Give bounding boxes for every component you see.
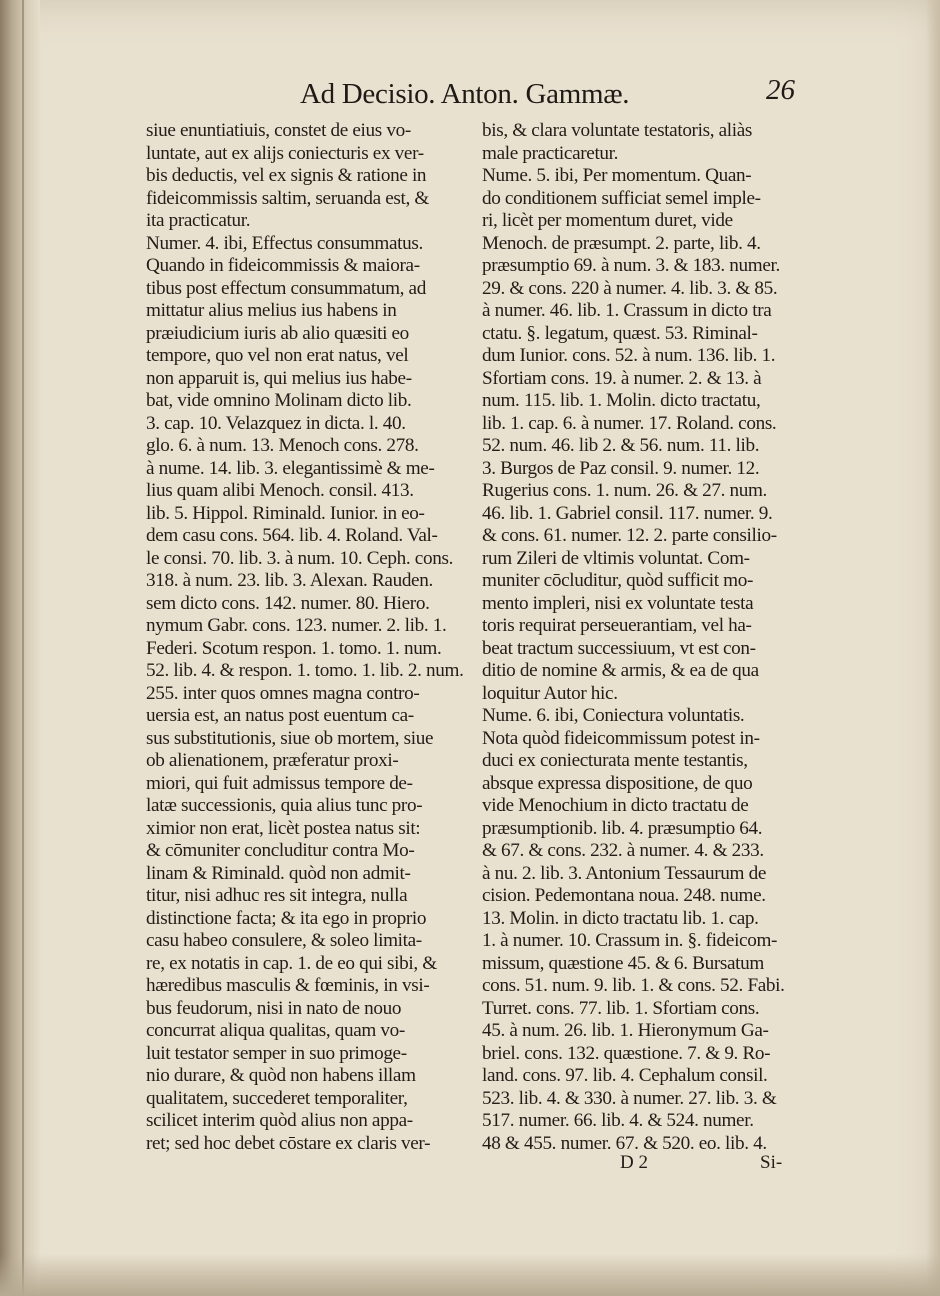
text-line: lius quam alibi Menoch. consil. 413. <box>146 480 414 501</box>
text-line: 523. lib. 4. & 330. à numer. 27. lib. 3. & <box>482 1087 777 1109</box>
text-line: Quando in fideicommissis & maiora- <box>146 255 420 276</box>
text-line: præsumptio 69. à num. 3. & 183. numer. <box>482 255 780 276</box>
text-line: rum Zileri de vltimis voluntat. Com- <box>482 547 750 569</box>
text-line: re, ex notatis in cap. 1. de eo qui sibi, & <box>146 952 437 974</box>
text-line: casu habeo consulere, & soleo limita- <box>146 930 422 951</box>
text-line: luntate, aut ex alijs coniecturis ex ver- <box>146 142 424 164</box>
text-line: 45. à num. 26. lib. 1. Hieronymum Ga- <box>482 1020 769 1041</box>
text-line: mittatur alius melius ius habens in <box>146 300 397 321</box>
text-line: Sfortiam cons. 19. à numer. 2. & 13. à <box>482 367 762 389</box>
text-line: & cons. 61. numer. 12. 2. parte consilio- <box>482 525 777 546</box>
text-line: Nota quòd fideicommissum potest in- <box>482 727 760 749</box>
text-line: sem dicto cons. 142. numer. 80. Hiero. <box>146 592 430 614</box>
text-line: cons. 51. num. 9. lib. 1. & cons. 52. Fabi. <box>482 975 785 996</box>
text-line: 52. num. 46. lib 2. & 56. num. 11. lib. <box>482 435 760 456</box>
text-line: hæredibus masculis & fœminis, in vsi- <box>146 975 430 996</box>
text-line: Menoch. de præsumpt. 2. parte, lib. 4. <box>482 232 761 254</box>
text-line: distinctione facta; & ita ego in proprio <box>146 907 427 929</box>
text-line: 48 & 455. numer. 67. & 520. eo. lib. 4. <box>482 1132 767 1154</box>
text-line: duci ex coniecturata mente testantis, <box>482 750 748 771</box>
text-line: beat tractum successiuum, vt est con- <box>482 637 756 659</box>
text-line: Turret. cons. 77. lib. 1. Sfortiam cons. <box>482 997 760 1019</box>
text-line: loquitur Autor hic. <box>482 682 618 704</box>
text-line: 517. numer. 66. lib. 4. & 524. numer. <box>482 1110 754 1131</box>
text-line: ita practicatur. <box>146 210 251 231</box>
text-line: muniter cōcluditur, quòd sufficit mo- <box>482 570 754 591</box>
text-line: 1. à numer. 10. Crassum in. §. fideicom- <box>482 930 778 951</box>
text-line: ri, licèt per momentum duret, vide <box>482 210 733 231</box>
text-line: dum Iunior. cons. 52. à num. 136. lib. 1. <box>482 345 776 366</box>
text-line: uersia est, an natus post euentum ca- <box>146 705 414 726</box>
text-line: Nume. 5. ibi, Per momentum. Quan- <box>482 165 752 186</box>
text-line: bis deductis, vel ex signis & ratione in <box>146 165 427 186</box>
text-line: ctatu. §. legatum, quæst. 53. Riminal- <box>482 322 758 344</box>
running-head: Ad Decisio. Anton. Gammæ. <box>300 78 630 110</box>
text-line: nymum Gabr. cons. 123. numer. 2. lib. 1. <box>146 615 447 636</box>
text-line: ditio de nomine & armis, & ea de qua <box>482 660 759 681</box>
left-column <box>146 120 466 1155</box>
text-line: 13. Molin. in dicto tractatu lib. 1. cap. <box>482 907 759 929</box>
text-line: 52. lib. 4. & respon. 1. tomo. 1. lib. 2. num. <box>146 660 464 681</box>
text-line: 29. & cons. 220 à numer. 4. lib. 3. & 85. <box>482 277 778 299</box>
text-line: land. cons. 97. lib. 4. Cephalum consil. <box>482 1065 768 1086</box>
text-line: miori, qui fuit admissus tempore de- <box>146 772 413 794</box>
right-column <box>482 120 798 1155</box>
text-line: à numer. 46. lib. 1. Crassum in dicto tra <box>482 300 772 321</box>
text-line: latæ successionis, quia alius tunc pro- <box>146 795 423 816</box>
text-line: scilicet interim quòd alius non appa- <box>146 1110 413 1131</box>
text-line: Numer. 4. ibi, Effectus consummatus. <box>146 232 423 254</box>
text-line: 3. Burgos de Paz consil. 9. numer. 12. <box>482 457 760 479</box>
text-line: tempore, quo vel non erat natus, vel <box>146 345 409 366</box>
text-line: siue enuntiatiuis, constet de eius vo- <box>146 120 411 141</box>
text-line: 46. lib. 1. Gabriel consil. 117. numer. 9. <box>482 502 773 524</box>
text-line: concurrat aliqua qualitas, quam vo- <box>146 1020 405 1041</box>
text-line: à nu. 2. lib. 3. Antonium Tessaurum de <box>482 862 766 884</box>
gutter-line <box>22 0 24 1296</box>
text-line: le consi. 70. lib. 3. à num. 10. Ceph. cons. <box>146 547 454 569</box>
signature-mark: D 2 <box>620 1152 648 1173</box>
text-line: Federi. Scotum respon. 1. tomo. 1. num. <box>146 637 442 659</box>
text-line: 318. à num. 23. lib. 3. Alexan. Rauden. <box>146 570 433 591</box>
text-line: ob alienationem, præferatur proxi- <box>146 750 399 771</box>
text-line: Nume. 6. ibi, Coniectura voluntatis. <box>482 705 745 726</box>
text-line: absque expressa dispositione, de quo <box>482 772 753 794</box>
text-line: luit testator semper in suo primoge- <box>146 1042 407 1064</box>
text-line: à nume. 14. lib. 3. elegantissimè & me- <box>146 457 435 479</box>
text-line: lib. 5. Hippol. Riminald. Iunior. in eo- <box>146 502 425 524</box>
text-line: 255. inter quos omnes magna contro- <box>146 682 420 704</box>
text-line: titur, nisi adhuc res sit integra, nulla <box>146 885 408 906</box>
text-line: sus substitutionis, siue ob mortem, siue <box>146 727 434 749</box>
text-line: Rugerius cons. 1. num. 26. & 27. num. <box>482 480 767 501</box>
text-line: fideicommissis saltim, seruanda est, & <box>146 187 429 209</box>
text-line: tibus post effectum consummatum, ad <box>146 277 426 299</box>
text-line: qualitatem, succederet temporaliter, <box>146 1087 408 1109</box>
text-line: bus feudorum, nisi in nato de nouo <box>146 997 402 1019</box>
text-line: do conditionem sufficiat semel imple- <box>482 187 761 209</box>
text-line: glo. 6. à num. 13. Menoch cons. 278. <box>146 435 419 456</box>
text-line: bat, vide omnino Molinam dicto lib. <box>146 390 412 411</box>
page-edge-right <box>926 0 940 1296</box>
text-line: linam & Riminald. quòd non admit- <box>146 862 411 884</box>
text-line: lib. 1. cap. 6. à numer. 17. Roland. cons. <box>482 412 777 434</box>
text-line: briel. cons. 132. quæstione. 7. & 9. Ro- <box>482 1042 771 1064</box>
text-line: cision. Pedemontana noua. 248. nume. <box>482 885 766 906</box>
text-line: nio durare, & quòd non habens illam <box>146 1065 416 1086</box>
text-line: missum, quæstione 45. & 6. Bursatum <box>482 952 764 974</box>
page-number: 26 <box>766 74 795 106</box>
book-spine <box>0 0 40 1296</box>
text-line: 3. cap. 10. Velazquez in dicta. l. 40. <box>146 412 406 434</box>
text-line: præiudicium iuris ab alio quæsiti eo <box>146 322 409 344</box>
text-line: male practicaretur. <box>482 142 619 164</box>
catchword: Si- <box>760 1152 783 1173</box>
text-line: mento impleri, nisi ex voluntate testa <box>482 592 754 614</box>
page-edge-bottom <box>0 1254 940 1296</box>
text-line: præsumptionib. lib. 4. præsumptio 64. <box>482 817 763 839</box>
text-line: vide Menochium in dicto tractatu de <box>482 795 749 816</box>
text-line: toris requirat perseuerantiam, vel ha- <box>482 615 752 636</box>
text-line: & cōmuniter concluditur contra Mo- <box>146 840 415 861</box>
text-line: dem casu cons. 564. lib. 4. Roland. Val- <box>146 525 438 546</box>
text-line: ret; sed hoc debet cōstare ex claris ver- <box>146 1132 431 1154</box>
text-line: num. 115. lib. 1. Molin. dicto tractatu, <box>482 390 761 411</box>
text-line: & 67. & cons. 232. à numer. 4. & 233. <box>482 840 764 861</box>
text-line: ximior non erat, licèt postea natus sit: <box>146 817 421 839</box>
text-line: non apparuit is, qui melius ius habe- <box>146 367 412 389</box>
text-line: bis, & clara voluntate testatoris, aliàs <box>482 120 752 141</box>
